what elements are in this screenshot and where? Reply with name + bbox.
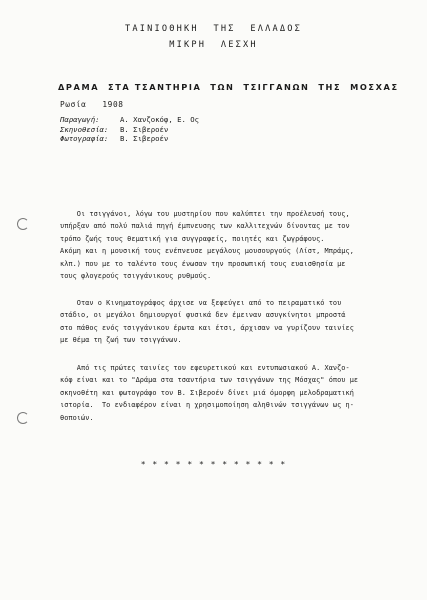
archive-name: ΤΑΙΝΙΟΘΗΚΗ ΤΗΣ ΕΛΛΑΔΟΣ bbox=[125, 24, 302, 34]
credits-block bbox=[60, 115, 199, 144]
text-line: στάδιο, οι μεγάλοι δημιουργοί φυσικά δεν έμειναν ασυγκίνητοι μπροστά bbox=[60, 311, 346, 320]
credit-value: Α. Χανζοκόφ, Ε. Ος bbox=[120, 115, 200, 124]
text-line: ιστορία. Το ενδιαφέρον είναι η χρησιμοποίηση αληθινών τσιγγάνων ως η- bbox=[60, 401, 354, 410]
credit-label: Φωτογραφία: bbox=[60, 134, 109, 144]
text-line: κόφ είναι και το "Δράμα στα τσαντήρια των τσιγγάνων της Μόσχας" όπου με bbox=[60, 376, 359, 385]
punch-hole-icon bbox=[17, 412, 29, 424]
text-line: με θέμα τη ζωή των τσιγγάνων. bbox=[60, 336, 182, 345]
text-line: θοποιών. bbox=[60, 413, 94, 422]
credit-label: Παραγωγή: bbox=[60, 115, 100, 124]
punch-hole-icon bbox=[17, 218, 29, 230]
credit-value: Β. Σιβεροέν bbox=[120, 134, 169, 144]
film-title: ΔΡΑΜΑ ΣΤΑ ΤΣΑΝΤΗΡΙΑ ΤΩΝ ΤΣΙΓΓΑΝΩΝ ΤΗΣ ΜΟΣΧΑΣ bbox=[58, 82, 399, 92]
text-line: τους φλογερούς τσιγγάνικους ρυθμούς. bbox=[60, 272, 212, 281]
text-line: στο πάθος ενός τσιγγάνικου έρωτα και έτσι, άρχισαν να γυρίζουν ταινίες bbox=[60, 323, 354, 332]
text-line: Οταν ο Κινηματογράφος άρχισε να ξεφεύγει από το πειραματικό του bbox=[60, 299, 342, 307]
text-line: σκηνοθέτη και φωτογράφο τον Β. Σιβεροέν δίνει μιά όμορφη μελοδραματική bbox=[60, 388, 354, 397]
country-year: Ρωσία 1908 bbox=[60, 100, 124, 109]
text-line: υπήρξαν από πολύ παλιά πηγή έμπνευσης των καλλιτεχνών δίνοντας με τον bbox=[60, 222, 350, 231]
paragraph-3 bbox=[60, 362, 382, 424]
text-line: τρόπο ζωής τους θεματική για συγγραφείς, ποιητές και ζωγράφους. bbox=[60, 234, 325, 243]
credit-direction bbox=[60, 125, 199, 135]
text-line: Από τις πρώτες ταινίες του εφευρετικού και εντυπωσιακού Α. Χανζο- bbox=[60, 364, 350, 372]
credit-label: Σκηνοθεσία: bbox=[60, 124, 109, 134]
text-line: Ακόμη και η μουσική τους ενέπνευσε μεγάλους μουσουργούς (Λίστ, Μπράμς, bbox=[60, 247, 354, 256]
text-line: Οι τσιγγάνοι, λόγω του μυστηρίου που καλύπτει την προέλευσή τους, bbox=[60, 210, 350, 218]
text-line: κλπ.) που με το ταλέντο τους ένωσαν την προσωπική τους ευαισθησία με bbox=[60, 259, 346, 268]
closing-stars: * * * * * * * * * * * * * bbox=[140, 460, 287, 469]
credit-photography bbox=[60, 134, 199, 144]
credit-value: Β. Σιβεροέν bbox=[120, 124, 169, 134]
credit-production bbox=[60, 115, 199, 125]
paragraph-2 bbox=[60, 297, 382, 347]
club-name: ΜΙΚΡΗ ΛΕΣΧΗ bbox=[169, 40, 258, 50]
paragraph-1 bbox=[60, 208, 382, 282]
